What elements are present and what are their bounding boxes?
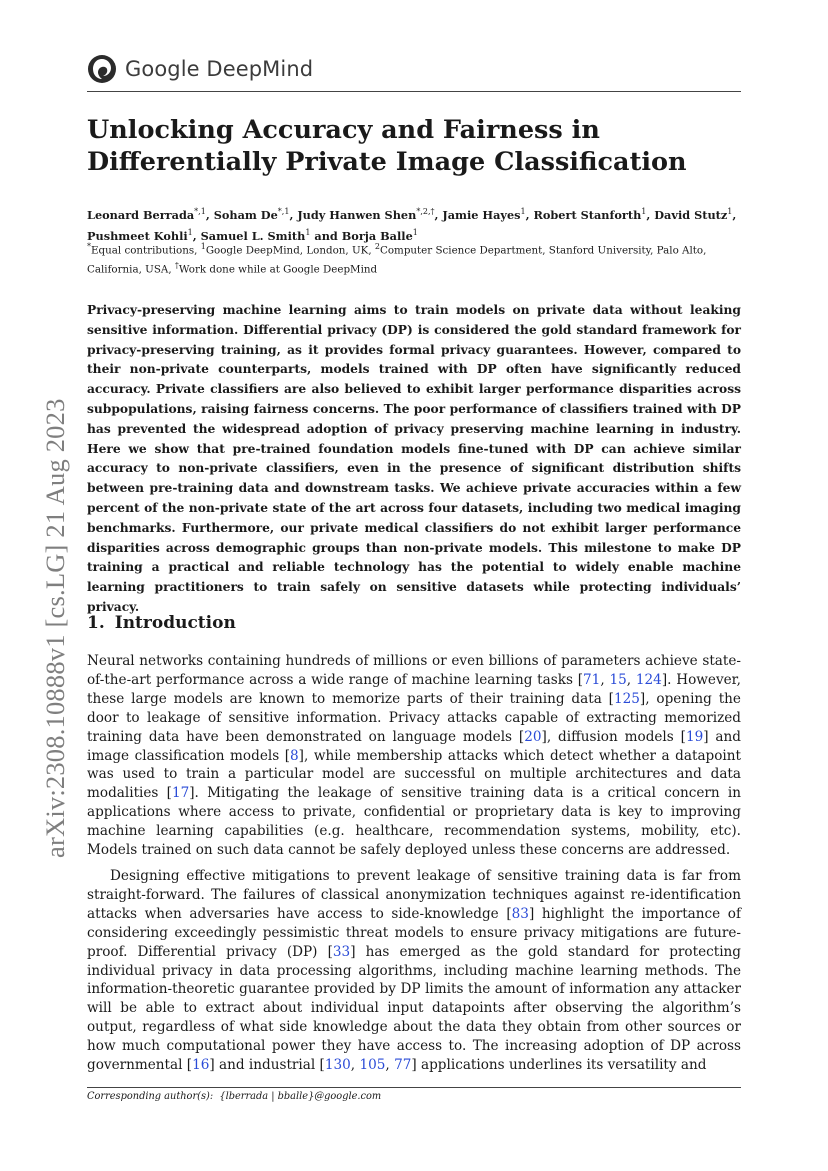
author-name: Jamie Hayes [442,207,521,222]
author-affiliation-mark: 1 [187,227,193,237]
affiliation-mark: 2 [374,242,380,251]
author-name: David Stutz [654,207,728,222]
author-name: Soham De [213,207,278,222]
title-line-1: Unlocking Accuracy and Fairness in [87,115,600,145]
paragraph-text: ] applications underlines its versatility and [411,1057,707,1074]
affiliation-text: Equal contributions, [91,244,201,257]
citation-link[interactable]: 16 [192,1057,210,1074]
author-name: Leonard Berrada [87,207,195,222]
corresponding-author-note [87,1091,381,1102]
citation-link[interactable]: 125 [613,690,640,707]
citation-separator: , [600,671,610,688]
citation-link[interactable]: 8 [290,747,299,764]
paragraph-text: Neural networks containing hundreds of millions or even billions of parameters achieve state-of-the-art performance across a wide range of machine learning tasks [ [87,653,741,688]
citation-link[interactable]: 83 [511,905,529,922]
author-name: Samuel L. Smith [200,228,306,243]
author-affiliation-mark: *,1 [194,207,206,216]
corresponding-email[interactable]: {lberrada | bballe}@google.com [219,1091,382,1102]
paragraph-text: ], diffusion models [ [541,728,686,745]
citation-link[interactable]: 71 [583,671,601,688]
author-name: Borja Balle [341,228,413,243]
citation-separator: , [350,1057,360,1074]
paragraph-text: ], opening the door to leakage of sensitive information. Privacy attacks capable of extracting memorized training data have been demonstrated on language models [ [87,690,741,745]
author-affiliation-mark: 1 [305,227,311,237]
section-heading [87,613,236,633]
paragraph-text: ] and industrial [ [209,1057,325,1074]
author-affiliation-mark: *,1 [277,207,290,216]
citation-link[interactable]: 19 [685,728,704,745]
paragraph-text: ] has emerged as the gold standard for protecting individual privacy in data processing algorithms, including machine learning methods. The information-theoretic guarantee provided by DP limits the amount of information any attacker will be able to extract about individual input datapoints after observing the algorithm’s output, regardless of what side knowledge about the data they obtain from other sources or how much computational power they have access to. The increasing adoption of DP across governmental [ [87,943,742,1074]
citation-link[interactable]: 15 [609,671,627,688]
author-name: Judy Hanwen Shen [297,207,417,222]
intro-paragraph-2 [87,867,741,1075]
citation-link[interactable]: 130 [324,1057,351,1074]
paper-title [87,114,741,178]
section-number: 1. [87,613,105,633]
footer-label: Corresponding author(s): [87,1091,214,1102]
section-title: Introduction [114,613,236,633]
author-affiliation-mark: 1 [412,227,418,237]
affiliation-text: Google DeepMind, London, UK, [205,244,375,257]
author-affiliation-mark: 1 [520,207,526,216]
paragraph-text: Designing effective mitigations to prevent leakage of sensitive training data is far from straight-forward. The failures of classical anonymization techniques against re-identification attacks when adversaries have access to side-knowledge [ [87,868,741,922]
citation-link[interactable]: 17 [171,785,190,802]
citation-separator: , [626,671,636,688]
logo-text: Google DeepMind [125,57,314,81]
title-line-2: Differentially Private Image Classification [87,147,687,177]
citation-link[interactable]: 20 [524,728,542,745]
affiliation-mark: † [174,261,179,271]
paragraph-text: ]. Mitigating the leakage of sensitive training data is a critical concern in applications where access to private, confidential or proprietary data is key to improving machine learning capabilities (e.g. healthcare, recommendation systems, mobility, etc). Models trained on such data cannot be safely deployed unless these concerns are addressed. [87,785,741,859]
affiliations [87,239,741,278]
authors-conjunction: and [314,228,338,243]
arxiv-identifier: arXiv:2308.10888v1 [cs.LG] 21 Aug 2023 [40,398,70,858]
author-affiliation-mark: 1 [727,207,733,216]
affiliation-text: Computer Science Department, Stanford University, Palo Alto, California, USA, [87,244,707,276]
affiliation-mark: * [87,242,91,251]
affiliation-mark: 1 [200,242,206,251]
intro-paragraph-1 [87,652,741,860]
deepmind-logo-icon [87,54,117,84]
header-divider [87,91,741,92]
affiliation-text: Work done while at Google DeepMind [178,263,378,276]
citation-link[interactable]: 105 [359,1057,386,1074]
paragraph-text: ], while membership attacks which detect whether a datapoint was used to train a particular model are successful on multiple architectures and data modalities [ [87,747,741,802]
author-affiliation-mark: 1 [641,207,647,216]
author-list: Leonard Berrada$^{*,1}$, Soham $De^{*,1}$, Judy Hanwen Shen$^{*,2,\dagger}$, Jamie Hayes$^1$, Robert Stanforth$^1$, David Stutz$^1$, Pushmeet Kohli$^1$, Samuel L. Smith$^1$ and Borja Balle$^1$ [87,207,737,243]
author-name: Pushmeet Kohli [87,228,188,243]
footer-divider [87,1087,741,1088]
citation-link[interactable]: 124 [635,671,662,688]
google-deepmind-logo [87,54,313,84]
paragraph-text: ]. However, these large models are known to memorize parts of their training data [ [87,671,741,707]
abstract: Privacy-preserving machine learning aims to train models on private data without leaking sensitive information. Differential privacy (DP) is considered the gold standard framework for privacy-preserving training, as it provides formal privacy guarantees. However, compared to their non-private counterparts, models trained with DP often have significantly reduced accuracy. Private classifiers are also believed to exhibit larger performance disparities across subpopulations, raising fairness concerns. The poor performance of classifiers trained with DP has prevented the widespread adoption of privacy preserving machine learning in industry. Here we show that pre-trained foundation models fine-tuned with DP can achieve similar accuracy to non-private classifiers, even in the presence of significant distribution shifts between pre-training data and downstream tasks. We achieve private accuracies within a few percent of the non-private state of the art across four datasets, including two medical imaging benchmarks. Furthermore, our private medical classifiers do not exhibit larger performance disparities across demographic groups than non-private models. This milestone to make DP training a practical and reliable technology has the potential to widely enable machine learning practitioners to train safely on sensitive datasets while protecting individuals’ privacy. [87,302,741,614]
paragraph-text: ] and image classification models [ [87,728,741,764]
paragraph-text: ] highlight the importance of considering exceedingly pessimistic threat models to ensure privacy mitigations are future-proof. Differential privacy (DP) [ [87,905,742,960]
author-name: Robert Stanforth [533,207,642,222]
citation-link[interactable]: 77 [394,1057,412,1074]
citation-separator: , [385,1057,395,1074]
author-affiliation-mark: *,2,† [416,207,435,216]
citation-link[interactable]: 33 [332,943,351,960]
